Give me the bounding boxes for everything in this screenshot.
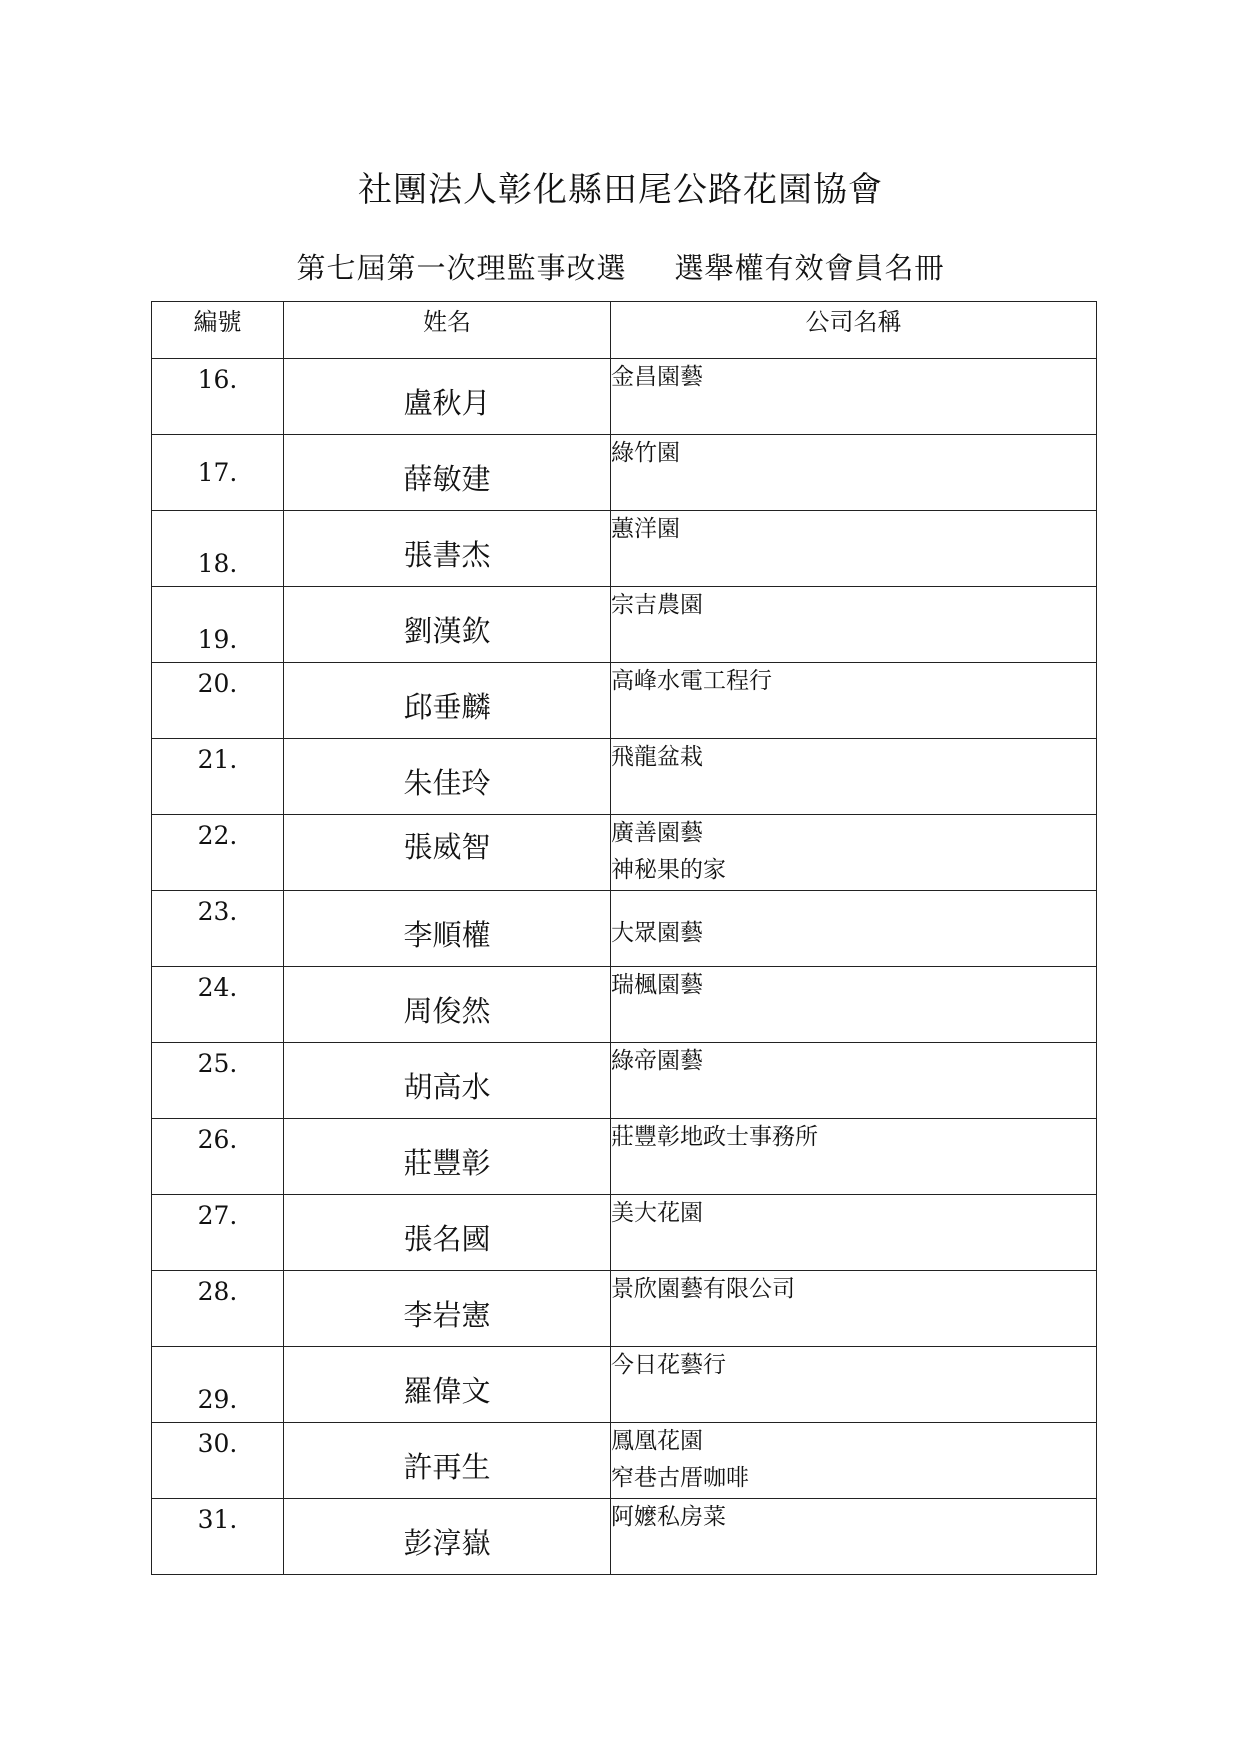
row-number: 27. (152, 1195, 284, 1271)
table-row (152, 891, 1097, 967)
company-name: 綠竹園 (611, 440, 680, 466)
company-cell (611, 1347, 1097, 1423)
company-cell (611, 1499, 1097, 1575)
member-name: 盧秋月 (284, 359, 611, 435)
table-row (152, 1195, 1097, 1271)
row-number: 25. (152, 1043, 284, 1119)
table-row (152, 1043, 1097, 1119)
member-name: 邱垂麟 (284, 663, 611, 739)
member-name: 朱佳玲 (284, 739, 611, 815)
row-number: 18. (152, 511, 284, 587)
company-name: 蕙洋園 (611, 516, 680, 542)
document-title: 社團法人彰化縣田尾公路花園協會 (358, 170, 883, 210)
company-name: 鳳凰花園 (611, 1428, 703, 1454)
company-cell (611, 663, 1097, 739)
subtitle-election: 第七屆第一次理監事改選 (296, 251, 627, 285)
row-number: 17. (152, 435, 284, 511)
table-header-row (152, 302, 1097, 359)
company-cell (611, 739, 1097, 815)
company-name: 阿嬤私房菜 (611, 1504, 726, 1530)
company-cell (611, 967, 1097, 1043)
member-name: 李岩憲 (284, 1271, 611, 1347)
company-cell (611, 359, 1097, 435)
member-name: 彭淳嶽 (284, 1499, 611, 1575)
member-name: 張書杰 (284, 511, 611, 587)
company-cell (611, 815, 1097, 891)
row-number: 22. (152, 815, 284, 891)
row-number: 30. (152, 1423, 284, 1499)
company-cell (611, 1043, 1097, 1119)
company-name: 美大花園 (611, 1200, 703, 1226)
member-name: 羅偉文 (284, 1347, 611, 1423)
member-name: 張名國 (284, 1195, 611, 1271)
member-name: 周俊然 (284, 967, 611, 1043)
header-name: 姓名 (284, 302, 611, 359)
member-roster-table (151, 301, 1097, 1575)
company-cell (611, 435, 1097, 511)
company-cell (611, 1423, 1097, 1499)
table-row (152, 967, 1097, 1043)
company-name: 高峰水電工程行 (611, 668, 772, 694)
company-name: 窄巷古厝咖啡 (611, 1465, 749, 1491)
member-name: 許再生 (284, 1423, 611, 1499)
member-name: 胡高水 (284, 1043, 611, 1119)
table-row (152, 1423, 1097, 1499)
table-row (152, 359, 1097, 435)
row-number: 23. (152, 891, 284, 967)
row-number: 31. (152, 1499, 284, 1575)
company-name: 綠帝園藝 (611, 1048, 703, 1074)
company-name: 神秘果的家 (611, 857, 726, 883)
company-cell (611, 1119, 1097, 1195)
row-number: 19. (152, 587, 284, 663)
company-name: 今日花藝行 (611, 1352, 726, 1378)
row-number: 21. (152, 739, 284, 815)
company-cell (611, 1195, 1097, 1271)
company-cell (611, 587, 1097, 663)
table-row (152, 1271, 1097, 1347)
company-name: 飛龍盆栽 (611, 744, 703, 770)
member-name: 張威智 (284, 815, 611, 891)
member-name: 劉漢欽 (284, 587, 611, 663)
row-number: 29. (152, 1347, 284, 1423)
member-name: 薛敏建 (284, 435, 611, 511)
subtitle-roster: 選舉權有效會員名冊 (674, 251, 945, 285)
company-name: 廣善園藝 (611, 820, 703, 846)
member-name: 莊豐彰 (284, 1119, 611, 1195)
company-name: 大眾園藝 (611, 920, 703, 946)
row-number: 20. (152, 663, 284, 739)
table-row (152, 1119, 1097, 1195)
table-row (152, 511, 1097, 587)
row-number: 28. (152, 1271, 284, 1347)
member-name: 李順權 (284, 891, 611, 967)
table-row (152, 815, 1097, 891)
row-number: 24. (152, 967, 284, 1043)
row-number: 26. (152, 1119, 284, 1195)
header-number: 編號 (152, 302, 284, 359)
table-row (152, 587, 1097, 663)
company-cell (611, 891, 1097, 967)
table-row (152, 1499, 1097, 1575)
company-name: 莊豐彰地政士事務所 (611, 1124, 818, 1150)
company-name: 瑞楓園藝 (611, 972, 703, 998)
table-row (152, 435, 1097, 511)
company-cell (611, 511, 1097, 587)
header-company: 公司名稱 (611, 302, 1097, 359)
company-name: 金昌園藝 (611, 364, 703, 390)
table-row (152, 1347, 1097, 1423)
table-row (152, 739, 1097, 815)
document-subtitle (0, 246, 1241, 287)
company-cell (611, 1271, 1097, 1347)
table-row (152, 663, 1097, 739)
company-name: 宗吉農園 (611, 592, 703, 618)
company-name: 景欣園藝有限公司 (611, 1276, 795, 1302)
row-number: 16. (152, 359, 284, 435)
